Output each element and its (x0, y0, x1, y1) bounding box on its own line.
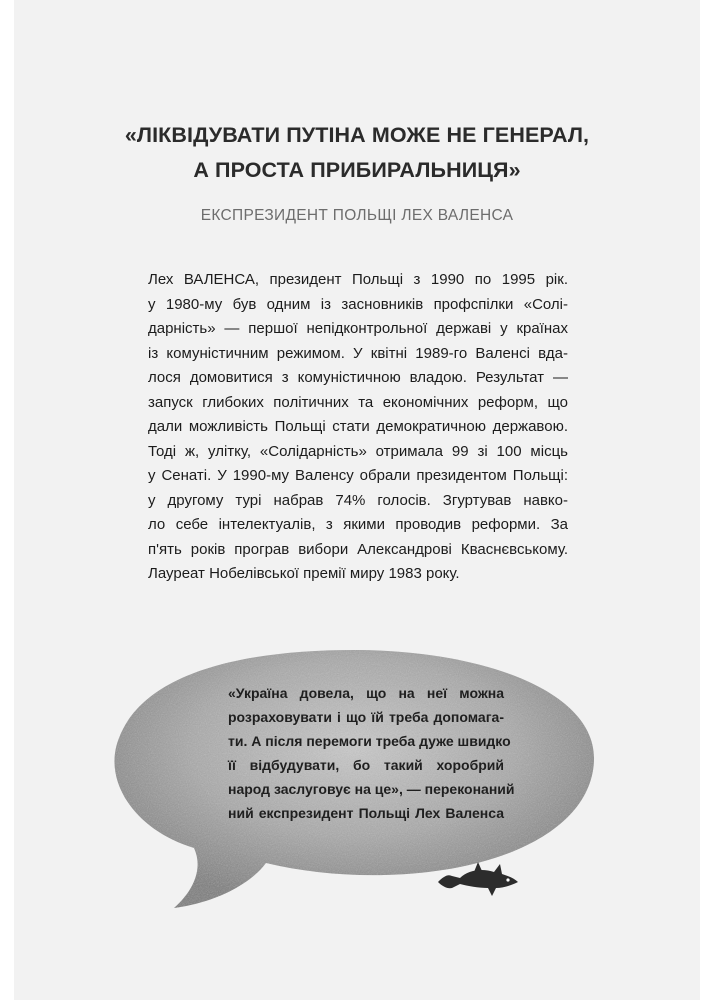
bio-line: у Сенаті. У 1990-му Валенсу обрали президентом Польщі: (148, 467, 568, 484)
quote-line: ний експрезидент Польщі Лех Валенса (228, 805, 504, 821)
quote-line: ти. А після перемоги треба дуже швидко (228, 733, 511, 749)
bio-line: п'ять років програв вибори Александрові Кваснєвському. (148, 540, 568, 558)
title-line: «ЛІКВІДУВАТИ ПУТІНА МОЖЕ НЕ ГЕНЕРАЛ, (124, 123, 590, 147)
book-page (14, 0, 700, 1000)
quote-line: розраховувати і що їй треба допомага- (228, 709, 504, 725)
article-subtitle: ЕКСПРЕЗИДЕНТ ПОЛЬЩІ ЛЕХ ВАЛЕНСА (200, 207, 514, 224)
bio-line: Лех ВАЛЕНСА, президент Польщі з 1990 по 1995 рік. (148, 271, 568, 288)
quote-line: «Україна довела, що на неї можна (228, 685, 504, 701)
bio-paragraph (148, 268, 568, 587)
bio-line: із комуністичним режимом. У квітні 1989-го Валенсі вда- (148, 344, 568, 362)
article-title (14, 118, 700, 188)
bio-line: дарність» — першої непідконтрольної державі у країнах (148, 320, 568, 337)
bio-line: у другому турі набрав 74% голосів. Згуртував навко- (148, 491, 568, 509)
bio-line: Тоді ж, улітку, «Солідарність» отримала 99 зі 100 місць (148, 442, 568, 460)
title-line: А ПРОСТА ПРИБИРАЛЬНИЦЯ» (193, 158, 521, 182)
bio-line: лося домовитися з комуністичною владою. Результат — (148, 369, 568, 386)
quote-line: її відбудувати, бо такий хоробрий (228, 757, 504, 773)
bio-line: ло себе інтелектуалів, з якими проводив реформи. За (148, 516, 568, 533)
bio-line: запуск глибоких політичних та економічних реформ, що (148, 393, 568, 411)
bio-line: у 1980-му був одним із засновників профспілки «Солі- (148, 295, 568, 313)
quote-text (228, 681, 515, 825)
bio-line: дали можливість Польщі стати демократичною державою. (148, 418, 568, 435)
bio-line: Лауреат Нобелівської премії миру 1983 року. (148, 565, 460, 582)
fish-icon (434, 852, 520, 898)
quote-line: народ заслуговує на це», — переконаний (228, 781, 515, 797)
